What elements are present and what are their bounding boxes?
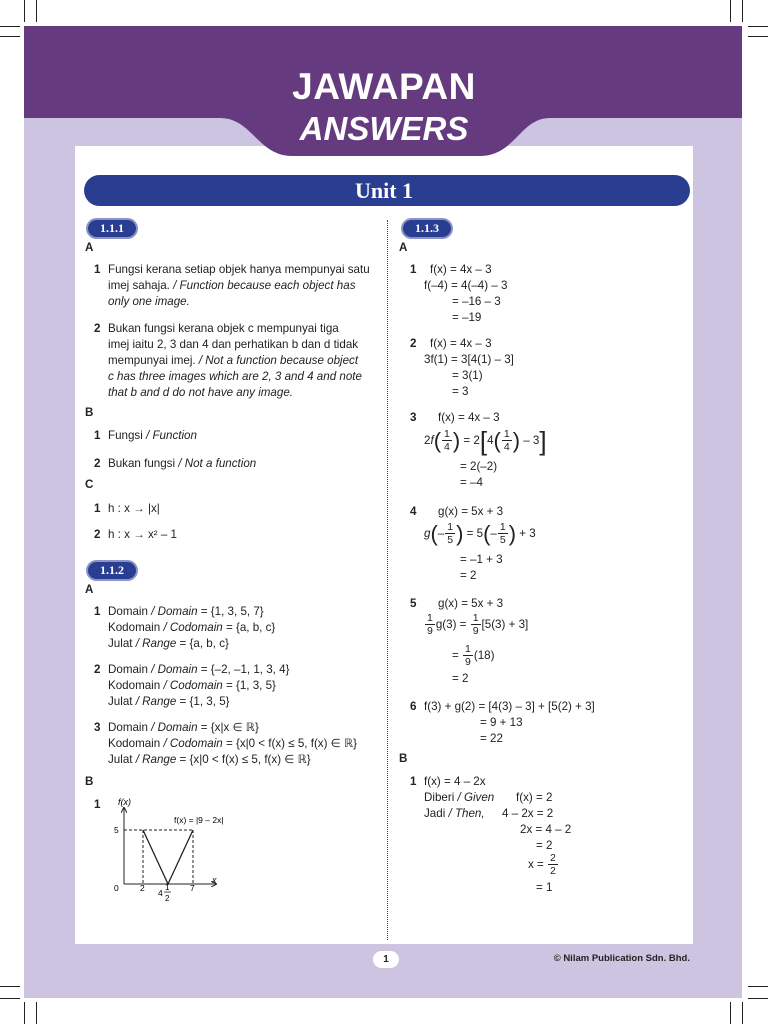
working-line: 3f(1) = 3[4(1) – 3] bbox=[424, 353, 514, 366]
part-label-c: C bbox=[85, 478, 94, 491]
question-number: 1 bbox=[94, 605, 101, 618]
question-number: 1 bbox=[94, 502, 101, 515]
answer-line: Fungsi kerana setiap objek hanya mempunyai satu bbox=[108, 263, 370, 276]
working-line: f(x) = 2 bbox=[516, 791, 553, 804]
crop-mark bbox=[748, 986, 768, 987]
question-number: 3 bbox=[94, 721, 101, 734]
answer-line: h : x → |x| bbox=[108, 502, 160, 515]
working-line-fraction: g(– $\frac{1}{5}$ ) = 5(– $\frac{1}{5}$ ) + 3 bbox=[424, 520, 536, 547]
page-number: 1 bbox=[373, 951, 399, 968]
graph-tick-xmid-num: 1 bbox=[165, 883, 170, 892]
graph-tick-x7: 7 bbox=[190, 883, 195, 893]
crop-mark bbox=[0, 986, 20, 987]
working-line: 4 – 2x = 2 bbox=[502, 807, 554, 820]
working-line-fraction: 2f( $\frac{1}{4}$ ) = 2[4( $\frac{1}{4}$ ) – 3] bbox=[424, 425, 547, 456]
working-line: f(x) = 4x – 3 bbox=[438, 411, 500, 424]
section-pill-1-1-3: 1.1.3 bbox=[403, 220, 451, 237]
graph-curve bbox=[143, 830, 193, 884]
working-line: = –16 – 3 bbox=[452, 295, 501, 308]
unit-title: Unit 1 bbox=[354, 178, 414, 203]
working-line: Jadi / Then, bbox=[424, 807, 485, 820]
graph-tick-x2: 2 bbox=[140, 883, 145, 893]
section-pill-1-1-2: 1.1.2 bbox=[88, 562, 136, 579]
question-number: 6 bbox=[410, 700, 417, 713]
answer-line: Bukan fungsi / Not a function bbox=[108, 457, 257, 470]
working-line: = 2 bbox=[460, 569, 477, 582]
working-line: = 1 bbox=[536, 881, 553, 894]
working-line: Diberi / Given bbox=[424, 791, 495, 804]
answer-line: Domain / Domain = {1, 3, 5, 7} bbox=[108, 605, 264, 618]
question-number: 4 bbox=[410, 505, 417, 518]
question-number: 1 bbox=[410, 263, 417, 276]
working-line: f(3) + g(2) = [4(3) – 3] + [5(2) + 3] bbox=[424, 700, 595, 713]
working-line-fraction: = $\frac{1}{9}$ (18) bbox=[452, 643, 495, 669]
answer-line: Domain / Domain = {–2, –1, 1, 3, 4} bbox=[108, 663, 290, 676]
answer-line: only one image. bbox=[108, 295, 190, 308]
working-line: f(x) = 4 – 2x bbox=[424, 775, 486, 788]
working-line-fraction: $\frac{1}{9}$ g(3) = $\frac{1}{9}$ [5(3) + 3] bbox=[427, 612, 529, 638]
answer-line: Domain / Domain = {x|x ∈ ℝ} bbox=[108, 721, 259, 734]
answer-line: Bukan fungsi kerana objek c mempunyai tiga bbox=[108, 322, 339, 335]
answer-line: c has three images which are 2, 3 and 4 and note bbox=[108, 370, 362, 383]
graph-xlabel: x bbox=[212, 875, 217, 885]
crop-mark bbox=[36, 1002, 37, 1024]
question-number: 1 bbox=[410, 775, 417, 788]
working-line: 2x = 4 – 2 bbox=[520, 823, 572, 836]
working-line: = 9 + 13 bbox=[480, 716, 523, 729]
working-line: = 22 bbox=[480, 732, 503, 745]
graph-tick-xmid-den: 2 bbox=[165, 894, 170, 903]
crop-mark bbox=[742, 1002, 743, 1024]
question-number: 2 bbox=[94, 528, 101, 541]
part-label-b: B bbox=[85, 775, 94, 788]
graph-tick-x0: 0 bbox=[114, 883, 119, 893]
question-number: 2 bbox=[94, 457, 101, 470]
question-number: 2 bbox=[94, 663, 101, 676]
part-label-b: B bbox=[399, 752, 408, 765]
question-number: 2 bbox=[410, 337, 417, 350]
graph-tick-xmid-whole: 4 bbox=[158, 888, 163, 898]
graph-ylabel: f(x) bbox=[118, 797, 131, 807]
graph-dashed-guides bbox=[124, 830, 193, 884]
answer-line: Julat / Range = {a, b, c} bbox=[108, 637, 229, 650]
answer-line: Kodomain / Codomain = {a, b, c} bbox=[108, 621, 276, 634]
part-label-a: A bbox=[399, 241, 408, 254]
answer-line: Julat / Range = {x|0 < f(x) ≤ 5, f(x) ∈ ℝ} bbox=[108, 753, 311, 766]
working-line: = 2(–2) bbox=[460, 460, 498, 473]
working-line: = –19 bbox=[452, 311, 482, 324]
crop-mark bbox=[748, 998, 768, 999]
working-line: f(x) = 4x – 3 bbox=[430, 337, 492, 350]
working-line: g(x) = 5x + 3 bbox=[438, 505, 504, 518]
part-label-b: B bbox=[85, 406, 94, 419]
working-line: = –4 bbox=[460, 476, 483, 489]
working-line: = 2 bbox=[536, 839, 553, 852]
part-label-a: A bbox=[85, 583, 94, 596]
absolute-value-graph bbox=[108, 796, 238, 906]
question-number: 2 bbox=[94, 322, 101, 335]
answer-line: Kodomain / Codomain = {x|0 < f(x) ≤ 5, f(x) ∈ ℝ} bbox=[108, 737, 358, 750]
working-line: = 2 bbox=[452, 672, 469, 685]
working-line: = 3 bbox=[452, 385, 469, 398]
working-line: g(x) = 5x + 3 bbox=[438, 597, 504, 610]
title-english: ANSWERS bbox=[299, 110, 469, 147]
question-number: 1 bbox=[94, 429, 101, 442]
working-line: f(x) = 4x – 3 bbox=[430, 263, 492, 276]
crop-mark bbox=[0, 998, 20, 999]
answer-line: Fungsi / Function bbox=[108, 429, 197, 442]
answer-line: imej iaitu 2, 3 dan 4 dan perhatikan b dan d tidak bbox=[108, 338, 359, 351]
crop-mark bbox=[24, 1002, 25, 1024]
answer-line: imej sahaja. / Function because each object has bbox=[108, 279, 356, 292]
working-line: = 3(1) bbox=[452, 369, 483, 382]
working-line: f(–4) = 4(–4) – 3 bbox=[424, 279, 508, 292]
graph-function-label: f(x) = |9 – 2x| bbox=[174, 815, 224, 825]
crop-mark bbox=[730, 1002, 731, 1024]
question-number: 5 bbox=[410, 597, 417, 610]
answer-line: that b and d do not have any image. bbox=[108, 386, 293, 399]
title-malay: JAWAPAN bbox=[292, 66, 476, 107]
working-line: = –1 + 3 bbox=[460, 553, 503, 566]
answer-line: h : x → x² – 1 bbox=[108, 528, 177, 541]
graph-tick-y5: 5 bbox=[114, 825, 119, 835]
question-number: 3 bbox=[410, 411, 417, 424]
answer-line: mempunyai imej. / Not a function because object bbox=[108, 354, 359, 367]
part-label-a: A bbox=[85, 241, 94, 254]
question-number: 1 bbox=[94, 263, 101, 276]
section-pill-1-1-1: 1.1.1 bbox=[88, 220, 136, 237]
answer-line: Julat / Range = {1, 3, 5} bbox=[108, 695, 230, 708]
column-divider bbox=[387, 220, 388, 940]
copyright: © Nilam Publication Sdn. Bhd. bbox=[553, 953, 690, 964]
answer-line: Kodomain / Codomain = {1, 3, 5} bbox=[108, 679, 276, 692]
question-number: 1 bbox=[94, 798, 101, 811]
working-line-fraction: x = $\frac{2}{2}$ bbox=[528, 852, 556, 878]
